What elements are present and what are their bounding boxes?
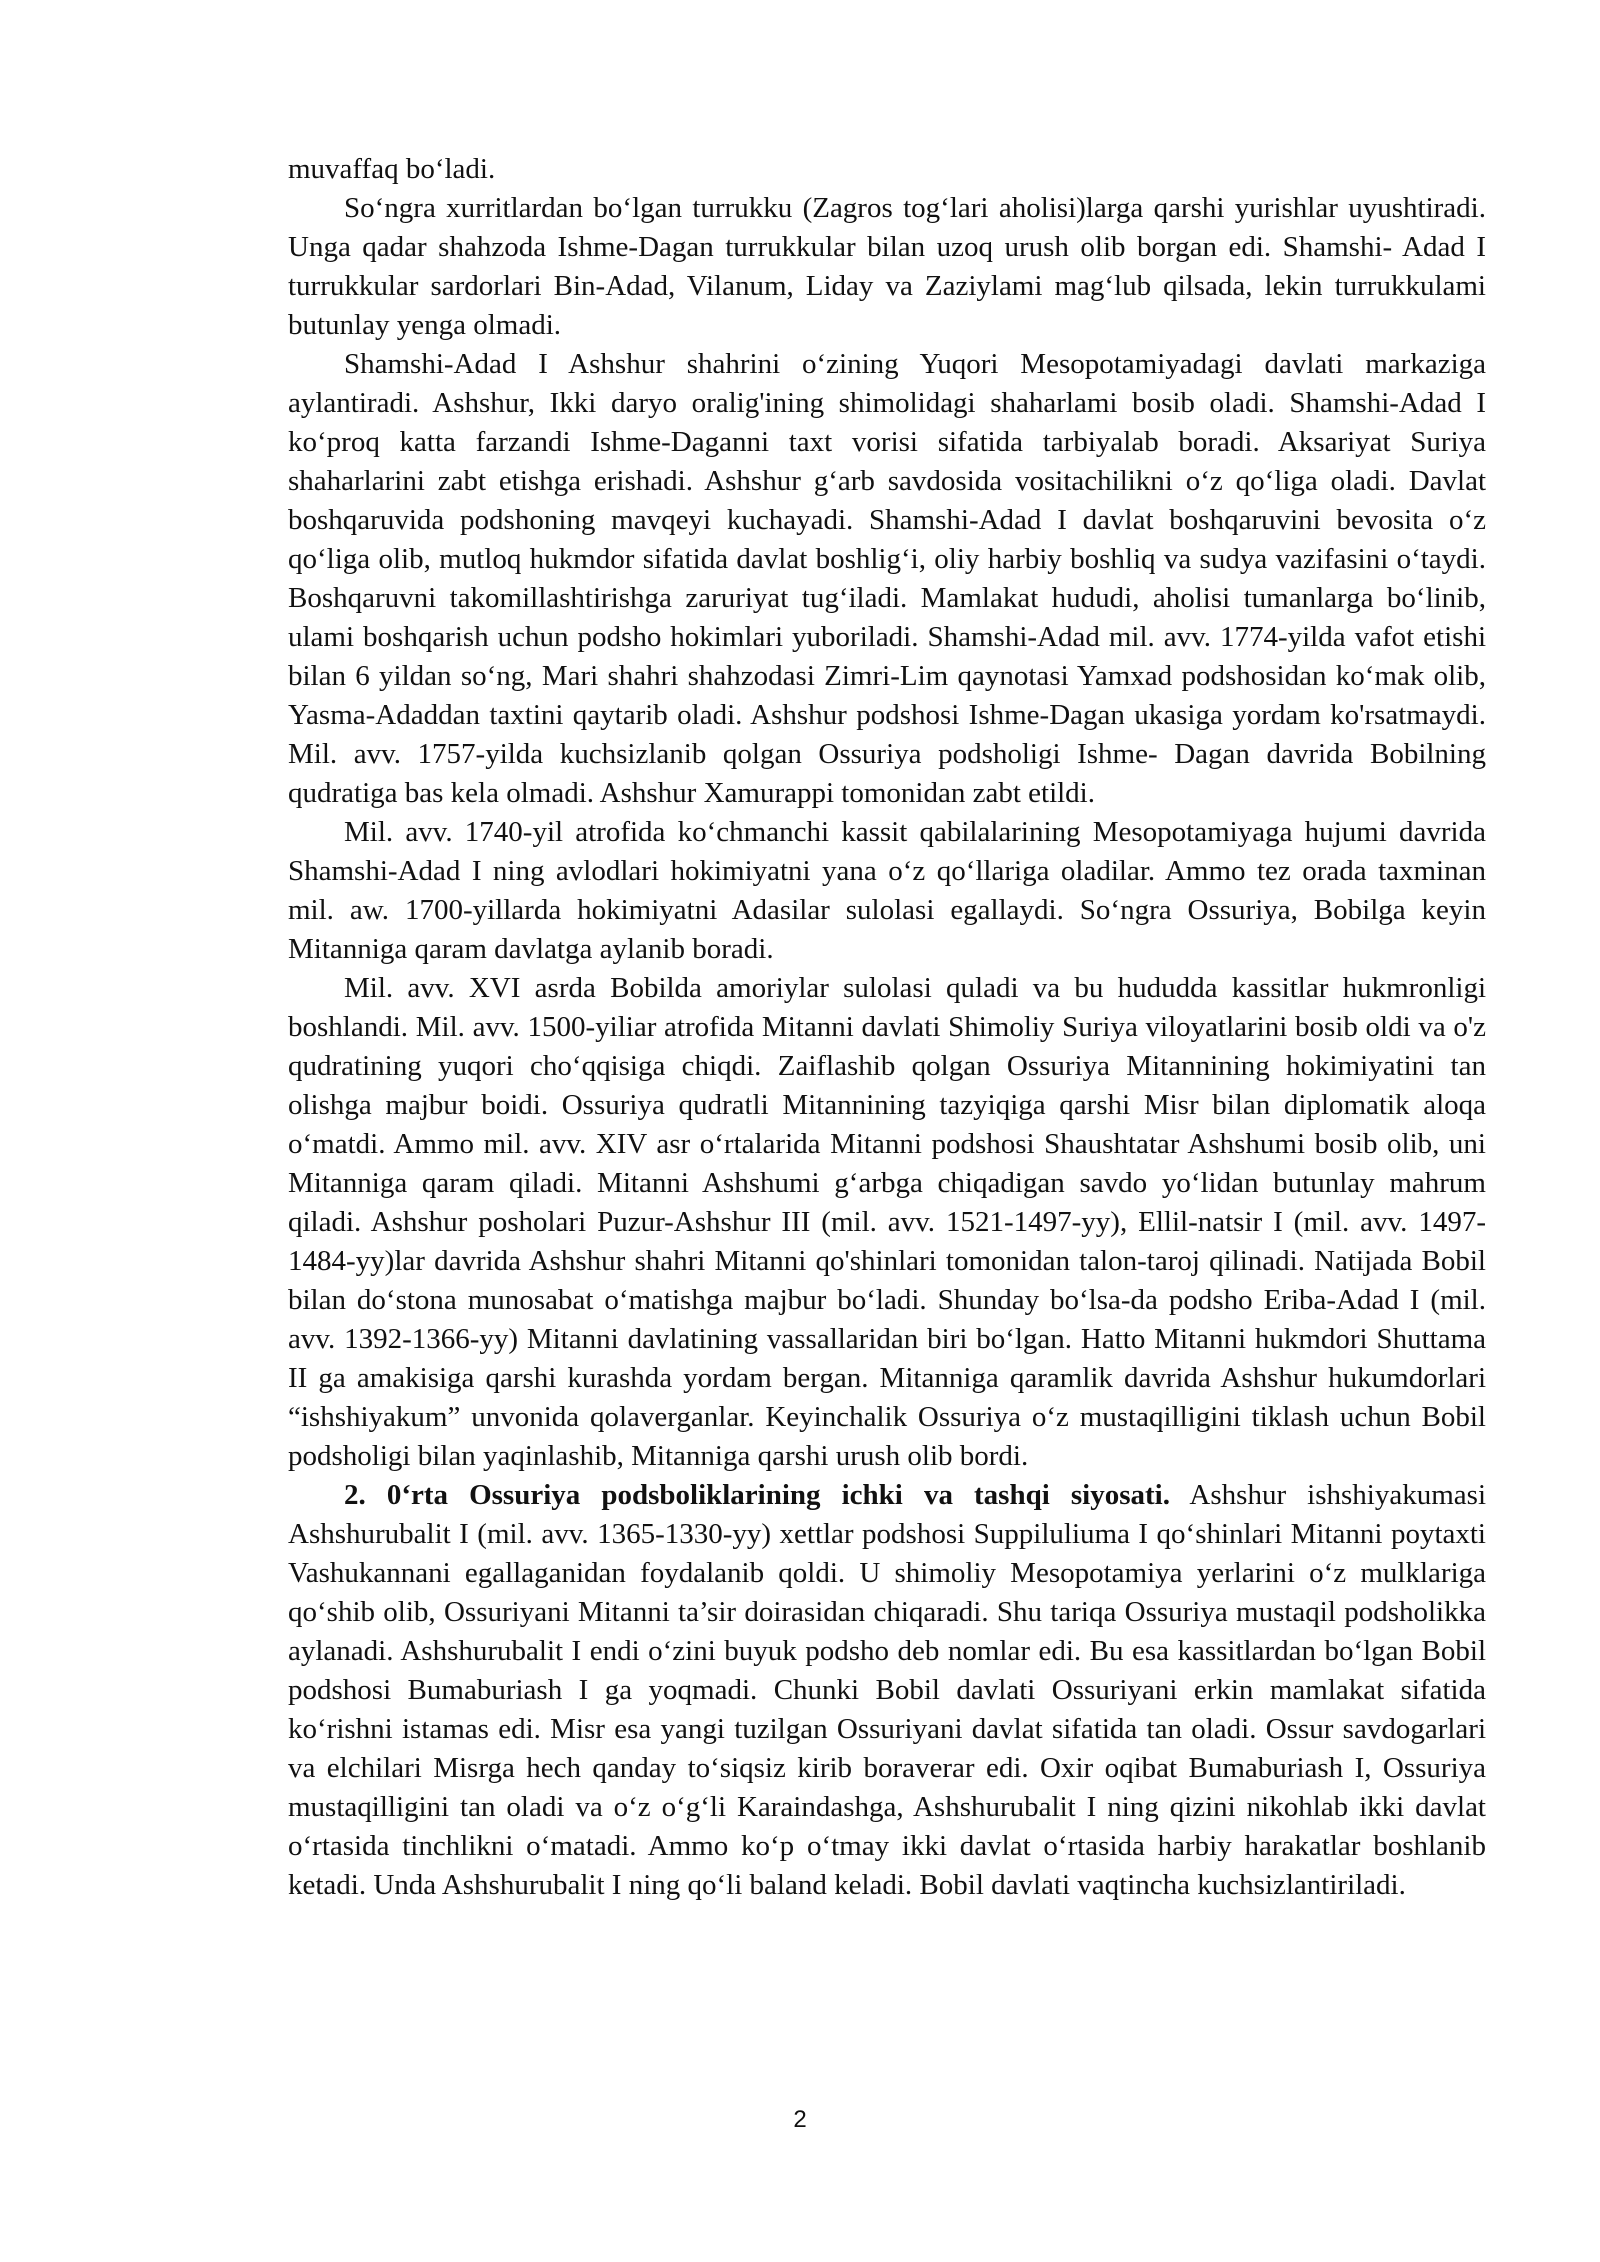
paragraph-ashshur-center (288, 345, 1486, 813)
paragraph-text: muvaffaq bo‘ladi. (288, 153, 496, 185)
section-heading: 2. 0‘rta Ossuriya podsboliklarining ichki va tashqi siyosati. (344, 1479, 1170, 1511)
paragraph-text: So‘ngra xurritlardan bo‘lgan turrukku (Zagros tog‘lari aholisi)larga qarshi yurishlar uyushtiradi. Unga qadar shahzoda Ishme-Dagan turrukkular bilan uzoq urush olib borgan edi. Shamshi- Adad I turrukkular sardorlari Bin-Adad, Vilanum, Liday va Zaziylami mag‘lub qilsada, lekin turrukkulami butunlay yenga olmadi. (288, 192, 1486, 341)
paragraph-text: Mil. avv. XVI asrda Bobilda amoriylar sulolasi quladi va bu hududda kassitlar hukmronligi boshlandi. Mil. avv. 1500-yiliar atrofida Mitanni davlati Shimoliy Suriya viloyatlarini bosib oldi va o'z qudratining yuqori cho‘qqisiga chiqdi. Zaiflashib qolgan Ossuriya Mitannining hokimiyatini tan olishga majbur boidi. Ossuriya qudratli Mitannining tazyiqiga qarshi Misr bilan diplomatik aloqa o‘matdi. Ammo mil. avv. XIV asr o‘rtalarida Mitanni podshosi Shaushtatar Ashshumi bosib olib, uni Mitanniga qaram qiladi. Mitanni Ashshumi g‘arbga chiqadigan savdo yo‘lidan butunlay mahrum qiladi. Ashshur posholari Puzur-Ashshur III (mil. avv. 1521-1497-yy), Ellil-natsir I (mil. avv. 1497-1484-yy)lar davrida Ashshur shahri Mitanni qo'shinlari tomonidan talon-taroj qilinadi. Natijada Bobil bilan do‘stona munosabat o‘matishga majbur bo‘ladi. Shunday bo‘lsa-da podsho Eriba-Adad I (mil. avv. 1392-1366-yy) Mitanni davlatining vassallaridan biri bo‘lgan. Hatto Mitanni hukmdori Shuttama II ga amakisiga qarshi kurashda yordam bergan. Mitanniga qaramlik davrida Ashshur hukumdorlari “ishshiyakum” unvonida qolaverganlar. Keyinchalik Ossuriya o‘z mustaqilligini tiklash uchun Bobil podsholigi bilan yaqinlashib, Mitanniga qarshi urush olib bordi. (288, 972, 1486, 1472)
paragraph-turrukku-campaign (288, 189, 1486, 345)
paragraph-kassite-invasion (288, 813, 1486, 969)
page-number: 2 (793, 2106, 807, 2133)
paragraph-middle-assyria (288, 1476, 1486, 1905)
paragraph-mitanni-dominance (288, 969, 1486, 1476)
document-body (288, 150, 1486, 1905)
paragraph-text: Mil. avv. 1740-yil atrofida ko‘chmanchi kassit qabilalarining Mesopotamiyaga hujumi davrida Shamshi-Adad I ning avlodlari hokimiyatni yana o‘z qo‘llariga oladilar. Ammo tez orada taxminan mil. aw. 1700-yillarda hokimiyatni Adasilar sulolasi egallaydi. So‘ngra Ossuriya, Bobilga keyin Mitanniga qaram davlatga aylanib boradi. (288, 816, 1486, 965)
paragraph-continuation (288, 150, 1486, 189)
paragraph-text: Ashshur ishshiyakumasi Ashshurubalit I (mil. avv. 1365-1330-yy) xettlar podshosi Suppiluliuma I qo‘shinlari Mitanni poytaxti Vashukannani egallaganidan foydalanib qoldi. U shimoliy Mesopotamiya yerlarini o‘z mulklariga qo‘shib olib, Ossuriyani Mitanni ta’sir doirasidan chiqaradi. Shu tariqa Ossuriya mustaqil podsholikka aylanadi. Ashshurubalit I endi o‘zini buyuk podsho deb nomlar edi. Bu esa kassitlardan bo‘lgan Bobil podshosi Bumaburiash I ga yoqmadi. Chunki Bobil davlati Ossuriyani erkin mamlakat sifatida ko‘rishni istamas edi. Misr esa yangi tuzilgan Ossuriyani davlat sifatida tan oladi. Ossur savdogarlari va elchilari Misrga hech qanday to‘siqsiz kirib boraverar edi. Oxir oqibat Bumaburiash I, Ossuriya mustaqilligini tan oladi va o‘z o‘g‘li Karaindashga, Ashshurubalit I ning qizini nikohlab ikki davlat o‘rtasida tinchlikni o‘matadi. Ammo ko‘p o‘tmay ikki davlat o‘rtasida harbiy harakatlar boshlanib ketadi. Unda Ashshurubalit I ning qo‘li baland keladi. Bobil davlati vaqtincha kuchsizlantiriladi. (288, 1479, 1486, 1901)
paragraph-text: Shamshi-Adad I Ashshur shahrini o‘zining Yuqori Mesopotamiyadagi davlati markaziga aylantiradi. Ashshur, Ikki daryo oralig'ining shimolidagi shaharlami bosib oladi. Shamshi-Adad I ko‘proq katta farzandi Ishme-Daganni taxt vorisi sifatida tarbiyalab boradi. Aksariyat Suriya shaharlarini zabt etishga erishadi. Ashshur g‘arb savdosida vositachilikni o‘z qo‘liga oladi. Davlat boshqaruvida podshoning mavqeyi kuchayadi. Shamshi-Adad I davlat boshqaruvini bevosita o‘z qo‘liga olib, mutloq hukmdor sifatida davlat boshlig‘i, oliy harbiy boshliq va sudya vazifasini o‘taydi. Boshqaruvni takomillashtirishga zaruriyat tug‘iladi. Mamlakat hududi, aholisi tumanlarga bo‘linib, ulami boshqarish uchun podsho hokimlari yuboriladi. Shamshi-Adad mil. avv. 1774-yilda vafot etishi bilan 6 yildan so‘ng, Mari shahri shahzodasi Zimri-Lim qaynotasi Yamxad podshosidan ko‘mak olib, Yasma-Adaddan taxtini qaytarib oladi. Ashshur podshosi Ishme-Dagan ukasiga yordam ko'rsatmaydi. Mil. avv. 1757-yilda kuchsizlanib qolgan Ossuriya podsholigi Ishme- Dagan davrida Bobilning qudratiga bas kela olmadi. Ashshur Xamurappi tomonidan zabt etildi. (288, 348, 1486, 809)
